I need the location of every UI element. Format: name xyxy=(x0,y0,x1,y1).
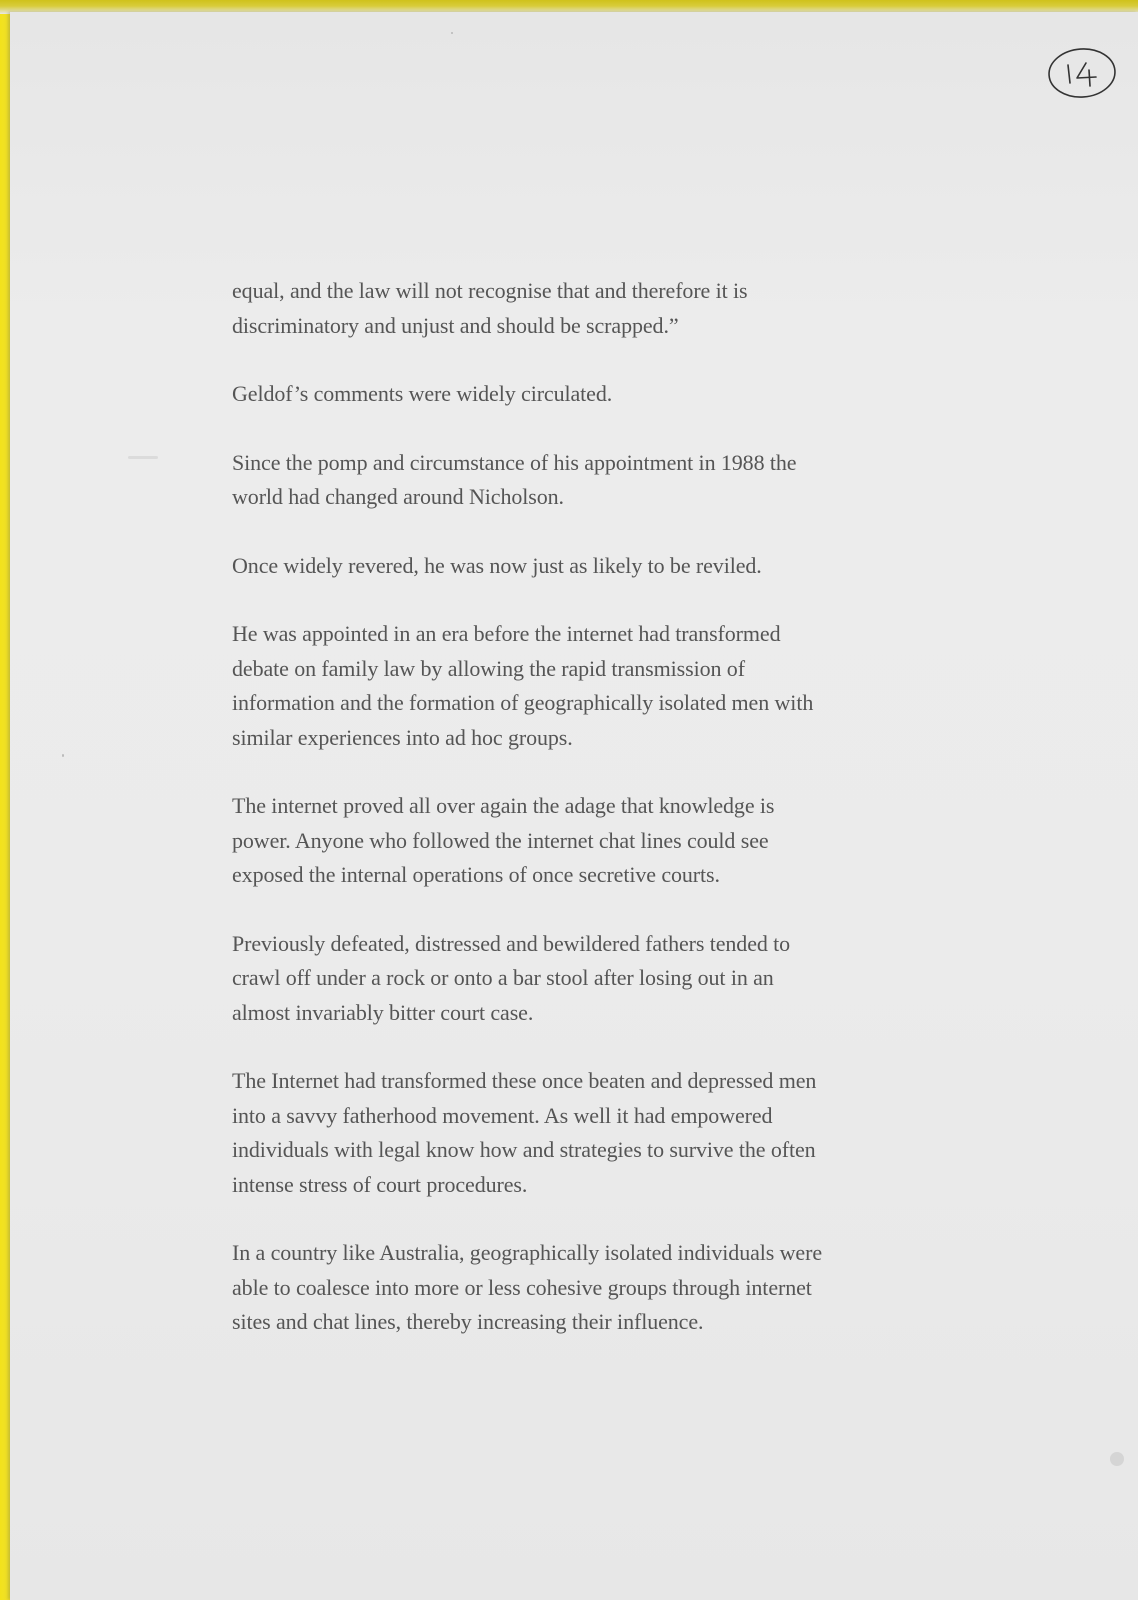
document-page xyxy=(10,12,1138,1600)
paragraph: equal, and the law will not recognise that and therefore it is discriminatory and unjust and should be scrapped.” xyxy=(232,278,748,338)
paragraph: Geldof’s comments were widely circulated. xyxy=(232,381,613,406)
scan-speck xyxy=(128,456,158,459)
paragraph: The Internet had transformed these once beaten and depressed men into a savvy fatherhood movement. As well it had empowered individuals with legal know how and strategies to survive the often intense stress of court procedures. xyxy=(232,1068,817,1197)
body-text xyxy=(232,274,932,1374)
scan-speck xyxy=(451,32,453,34)
paragraph: Since the pomp and circumstance of his appointment in 1988 the world had changed around Nicholson. xyxy=(232,449,797,509)
paragraph: Once widely revered, he was now just as likely to be reviled. xyxy=(232,552,762,578)
handwritten-page-number xyxy=(1046,46,1118,100)
scan-speck xyxy=(62,754,64,757)
paragraph: He was appointed in an era before the internet had transformed debate on family law by allowing the rapid transmission of information and the formation of geographically isolated men with similar experiences into ad hoc groups. xyxy=(232,621,814,750)
paragraph: The internet proved all over again the adage that knowledge is power. Anyone who followed the internet chat lines could see exposed the internal operations of once secretive courts. xyxy=(232,793,775,887)
paragraph: Previously defeated, distressed and bewildered fathers tended to crawl off under a rock or onto a bar stool after losing out in an almost invariably bitter court case. xyxy=(232,930,791,1025)
scan-speck xyxy=(1110,1452,1124,1466)
paragraph: In a country like Australia, geographically isolated individuals were able to coalesce into more or less cohesive groups through internet sites and chat lines, thereby increasing their influence. xyxy=(232,1240,822,1334)
circled-page-number-icon xyxy=(1046,46,1118,100)
